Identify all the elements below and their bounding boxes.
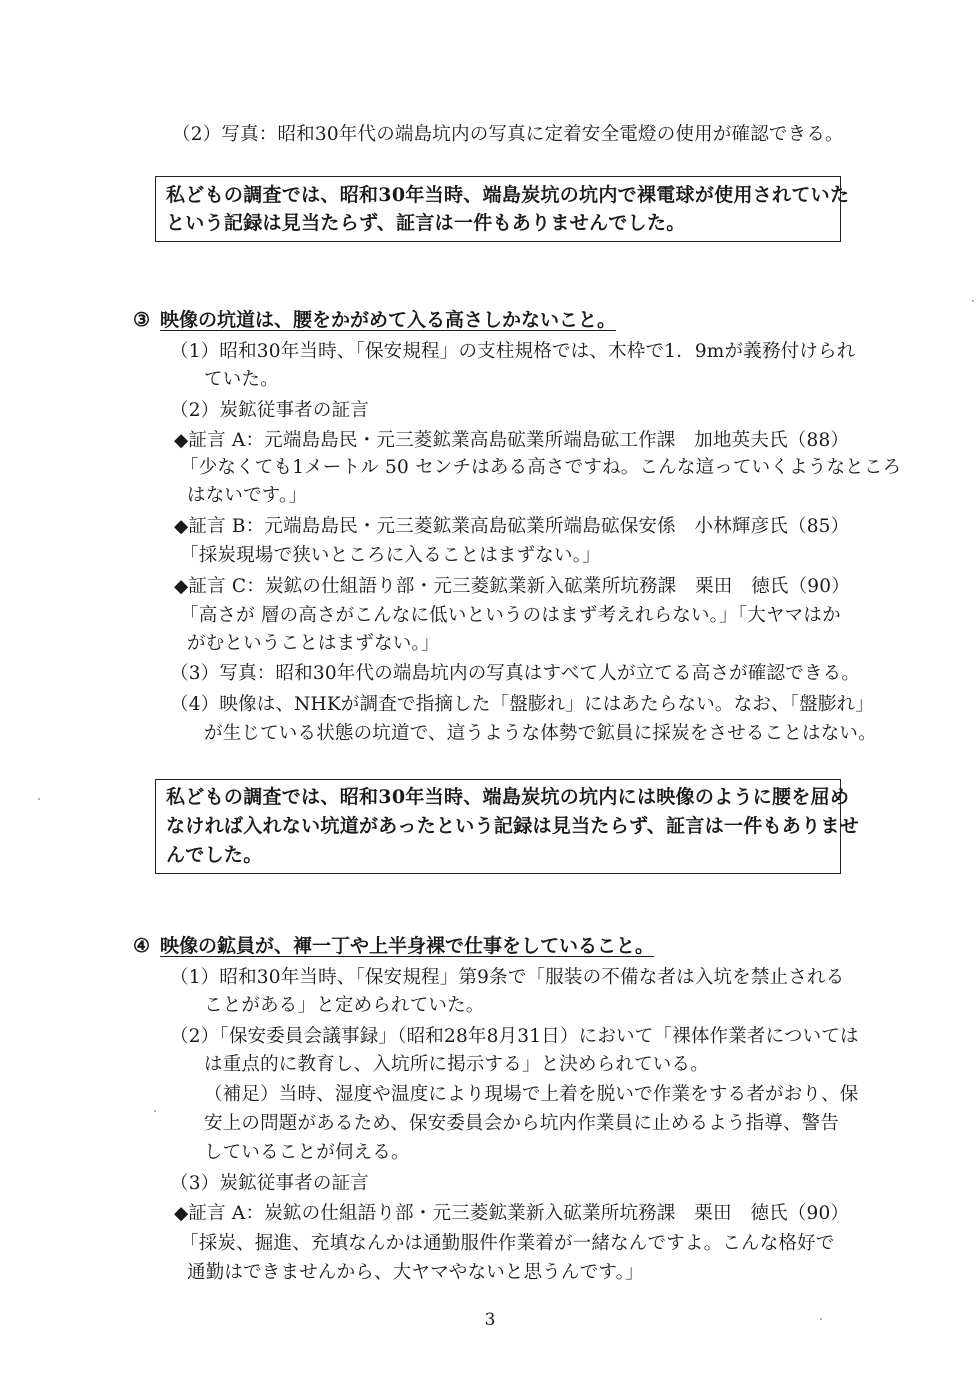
section-4-number: ④ [133, 935, 151, 957]
s4-testimony-a: ◆証言 A：炭鉱の仕組語り部・元三菱鉱業新入砿業所坑務課 栗田 徳氏（90） [174, 1203, 850, 1224]
scan-speck [820, 1318, 822, 1320]
s3-testimony-b-quote: 「採炭現場で狭いところに入ることはまずない。」 [180, 545, 601, 566]
conclusion-box-1 [155, 176, 850, 242]
s3-testimony-a-quote: 「少なくても1メートル 50 センチはある高さですね。こんな這っていくようなところ [180, 457, 902, 478]
s3-testimony-c: ◆証言 C：炭鉱の仕組語り部・元三菱鉱業新入砿業所坑務課 栗田 徳氏（90） [174, 576, 850, 597]
scan-speck [154, 1110, 156, 1112]
s3-testimony-b: ◆証言 B：元端島島民・元三菱鉱業高島砿業所端島砿保安係 小林輝彦氏（85） [174, 516, 850, 537]
s3-item-3: （3）写真：昭和30年代の端島坑内の写真はすべて人が立てる高さが確認できる。 [170, 663, 861, 684]
s3-item-2: （2）炭鉱従事者の証言 [170, 400, 369, 421]
box1-line-2: という記録は見当たらず、証言は一件もありませんでした。 [166, 212, 686, 234]
section-3-number: ③ [133, 309, 151, 331]
s3-testimony-c-quote-cont: がむということはまずない。」 [187, 633, 440, 654]
s4-item-1-cont: ことがある」と定められていた。 [204, 995, 485, 1016]
s3-item-1: （1）昭和30年当時、「保安規程」の支柱規格では、木枠で1．9mが義務付けられ [170, 341, 856, 362]
page-number: 3 [484, 1310, 496, 1330]
s4-supplement: （補足）当時、湿度や温度により現場で上着を脱いで作業をする者がおり、保 [204, 1084, 859, 1105]
section-4-title: 映像の鉱員が、褌一丁や上半身裸で仕事をしていること。 [160, 935, 655, 957]
conclusion-box-2 [155, 779, 860, 874]
s4-item-1: （1）昭和30年当時、「保安規程」第9条で「服装の不備な者は入坑を禁止される [170, 967, 845, 988]
scan-speck [38, 798, 40, 800]
s3-testimony-c-quote: 「高さが 層の高さがこんなに低いというのはまず考えれらない。」「大ヤマはか [180, 605, 841, 626]
s3-testimony-a: ◆証言 A：元端島島民・元三菱鉱業高島砿業所端島砿工作課 加地英夫氏（88） [174, 430, 850, 451]
s3-item-1-cont: ていた。 [204, 369, 279, 390]
box2-line-1: 私どもの調査では、昭和30年当時、端島炭坑の坑内には映像のように腰を屈め [166, 786, 850, 808]
s3-testimony-a-quote-cont: はないです。」 [187, 485, 308, 506]
box2-line-2: なければ入れない坑道があったという記録は見当たらず、証言は一件もありませ [166, 815, 860, 837]
s4-testimony-a-quote: 「採炭、掘進、充填なんかは通勤服件作業着が一緒なんですよ。こんな格好で [180, 1233, 835, 1254]
s4-supplement-cont-1: 安上の問題があるため、保安委員会から坑内作業員に止めるよう指導、警告 [204, 1113, 840, 1134]
s4-item-2: （2）「保安委員会議事録」（昭和28年8月31日）において「裸体作業者については [170, 1026, 859, 1047]
s4-supplement-cont-2: していることが伺える。 [204, 1142, 410, 1163]
s4-item-3: （3）炭鉱従事者の証言 [170, 1173, 369, 1194]
box1-line-1: 私どもの調査では、昭和30年当時、端島炭坑の坑内で裸電球が使用されていた [166, 184, 850, 206]
s4-testimony-a-quote-cont: 通勤はできませんから、大ヤマやないと思うんです。」 [187, 1262, 644, 1283]
box2-line-3: んでした。 [166, 844, 263, 866]
s3-item-4: （4）映像は、NHKが調査で指摘した「盤膨れ」にはあたらない。なお、「盤膨れ」 [170, 694, 874, 715]
s4-item-2-cont: は重点的に教育し、入坑所に掲示する」と決められている。 [204, 1054, 709, 1075]
s3-item-4-cont: が生じている状態の坑道で、這うような体勢で鉱員に採炭をさせることはない。 [204, 723, 877, 744]
section-4-heading [133, 933, 654, 959]
section-3-title: 映像の坑道は、腰をかがめて入る高さしかないこと。 [160, 309, 617, 331]
scan-speck [972, 300, 974, 302]
section-3-heading [133, 307, 616, 333]
intro-photo-line: （2）写真：昭和30年代の端島坑内の写真に定着安全電燈の使用が確認できる。 [172, 124, 844, 145]
